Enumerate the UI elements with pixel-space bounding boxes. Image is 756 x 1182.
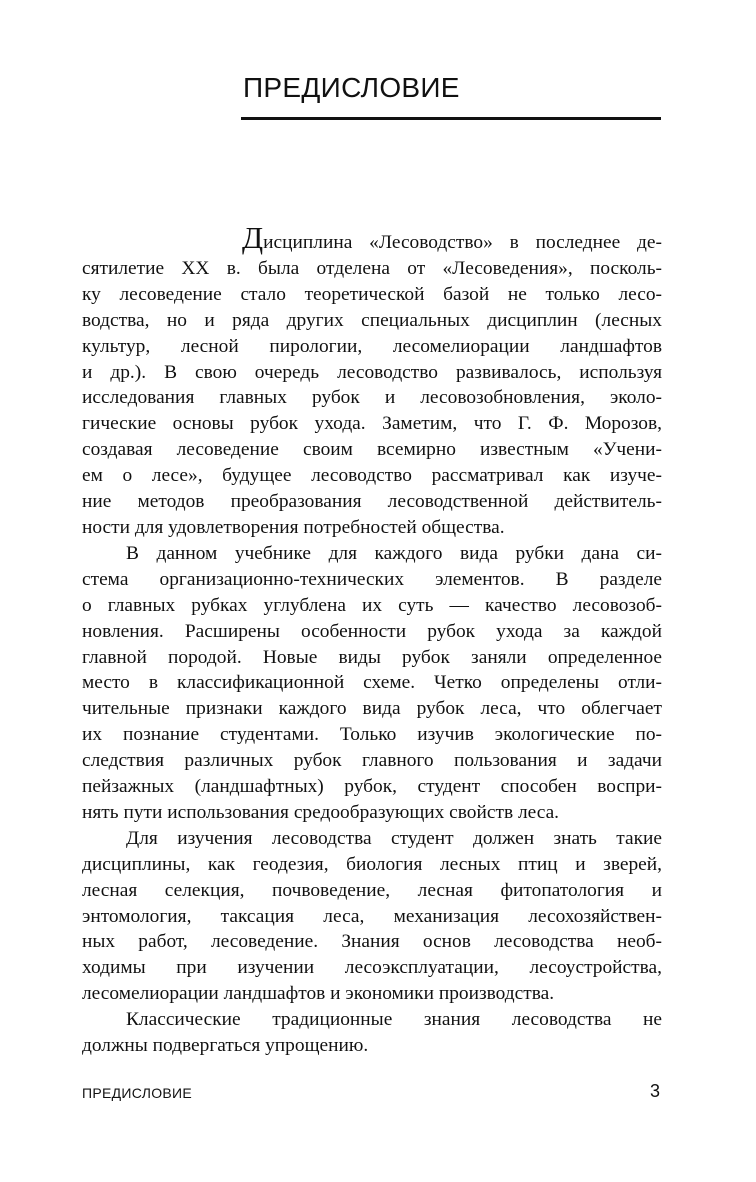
text-line: должны подвергаться упрощению.	[82, 1035, 369, 1057]
chapter-heading: ПРЕДИСЛОВИЕ	[243, 72, 460, 103]
text-line: ности для удовлетворения потребностей общества.	[82, 516, 505, 538]
text-line: энтомология, таксация леса, механизация лесохозяйствен-	[82, 905, 662, 927]
running-footer-title: ПРЕДИСЛОВИЕ	[82, 1085, 193, 1101]
text-line: ние методов преобразования лесоводственной действитель-	[82, 491, 662, 513]
text-line: создавая лесоведение своим всемирно известным «Учени-	[82, 439, 662, 461]
text-line: Для изучения лесоводства студент должен знать такие	[126, 827, 662, 849]
text-line: ных работ, лесоведение. Знания основ лесоводства необ-	[82, 931, 662, 953]
text-line: место в классификационной схеме. Четко определены отли-	[82, 672, 662, 694]
text-line: лесная селекция, почвоведение, лесная фитопатология и	[82, 879, 662, 901]
text-line: главной породой. Новые виды рубок заняли определенное	[82, 646, 662, 668]
text-line: лесомелиорации ландшафтов и экономики производства.	[82, 983, 555, 1005]
text-line: следствия различных рубок главного пользования и задачи	[82, 750, 662, 772]
text-line: ем о лесе», будущее лесоводство рассматривал как изуче-	[82, 465, 662, 487]
paragraph-1	[82, 220, 662, 541]
text-line: стема организационно-технических элементов. В разделе	[82, 568, 662, 590]
text-line: нять пути использования средообразующих свойств леса.	[82, 801, 560, 823]
text-line: дисциплины, как геодезия, биология лесных птиц и зверей,	[82, 853, 662, 875]
text-line: сятилетие XX в. была отделена от «Лесоведения», посколь-	[82, 257, 662, 279]
text-line: о главных рубках углублена их суть — качество лесовозоб-	[82, 594, 662, 616]
drop-cap: Д	[242, 220, 264, 255]
page-number: 3	[649, 1081, 660, 1101]
text-line: и др.). В свою очередь лесоводство развивалось, используя	[82, 361, 662, 383]
text-line: ку лесоведение стало теоретической базой не только лесо-	[82, 283, 662, 305]
body-text	[82, 220, 662, 1059]
text-line: ходимы при изучении лесоэксплуатации, лесоустройства,	[82, 957, 662, 979]
text-line: гические основы рубок ухода. Заметим, что Г. Ф. Морозов,	[82, 413, 662, 435]
heading-underline	[241, 117, 661, 120]
text-line: В данном учебнике для каждого вида рубки дана си-	[126, 542, 662, 564]
paragraph-2	[82, 541, 662, 826]
text-line: их познание студентами. Только изучив экологические по-	[82, 724, 662, 746]
text-line: культур, лесной пирологии, лесомелиорации ландшафтов	[82, 335, 662, 357]
text-line: исследования главных рубок и лесовозобновления, эколо-	[82, 387, 662, 409]
text-line: пейзажных (ландшафтных) рубок, студент способен воспри-	[82, 776, 662, 798]
paragraph-4	[82, 1007, 662, 1059]
text-line: Дисциплина «Лесоводство» в последнее де-	[242, 220, 662, 255]
text-line: водства, но и ряда других специальных дисциплин (лесных	[82, 309, 662, 331]
paragraph-3	[82, 826, 662, 1007]
text-line: Классические традиционные знания лесоводства не	[126, 1009, 662, 1031]
text-line: чительные признаки каждого вида рубок леса, что облегчает	[82, 698, 662, 720]
text-line: новления. Расширены особенности рубок ухода за каждой	[82, 620, 662, 642]
